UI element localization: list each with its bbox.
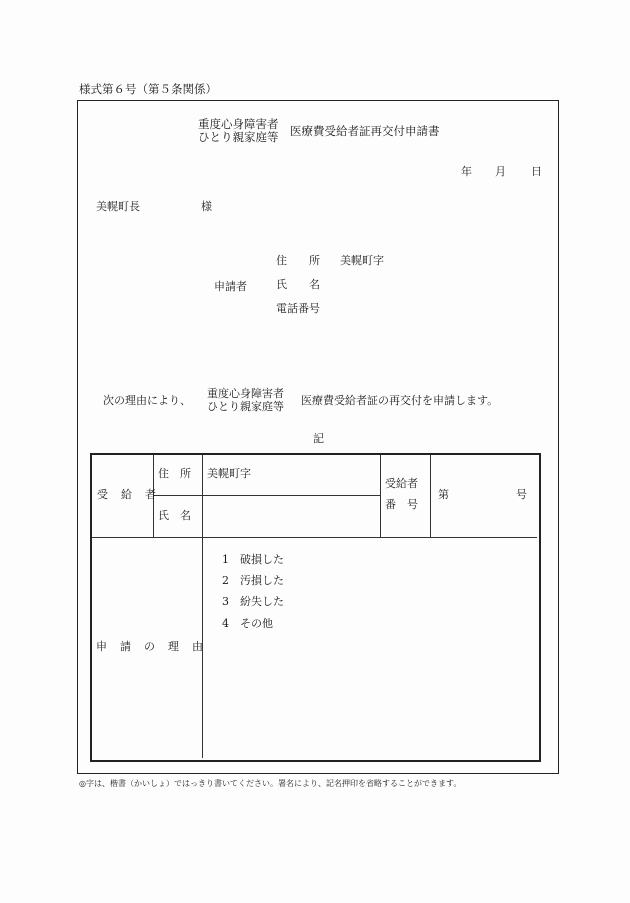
table-divider: [92, 537, 537, 538]
table-address-label: 住 所: [158, 467, 191, 480]
statement-prefix-line1: 重度心身障害者: [207, 387, 284, 400]
footnote: ◎字は、楷書（かいしょ）ではっきり書いてください。署名により、記名押印を省略することができます。: [79, 779, 462, 788]
addressee-honorific: 様: [201, 200, 212, 213]
statement-lead: 次の理由により、: [103, 394, 191, 407]
ki-heading: 記: [313, 432, 324, 445]
applicant-label: 申請者: [214, 280, 247, 293]
applicant-name-label: 氏 名: [276, 278, 320, 291]
date-day: 日: [531, 165, 542, 178]
table-divider: [380, 455, 381, 537]
title-prefix-line1: 重度心身障害者: [198, 117, 279, 131]
date-month: 月: [495, 165, 506, 178]
table-address-value[interactable]: 美幌町字: [207, 467, 251, 480]
number-label-line1: 受給者: [385, 477, 418, 490]
reason-item[interactable]: 1 破損した: [222, 553, 284, 566]
reason-item[interactable]: 4 その他: [222, 617, 273, 630]
table-name-field[interactable]: [204, 496, 380, 534]
table-name-label: 氏 名: [158, 509, 191, 522]
form-number: 様式第６号（第５条関係）: [79, 82, 217, 96]
statement-prefix-line2: ひとり親家庭等: [207, 400, 284, 413]
title-prefix-line2: ひとり親家庭等: [198, 130, 279, 144]
number-label-line2: 番 号: [385, 498, 418, 511]
applicant-phone-label: 電話番号: [276, 302, 320, 315]
reason-item[interactable]: 3 紛失した: [222, 595, 284, 608]
number-prefix: 第: [438, 488, 449, 501]
date-year: 年: [461, 165, 472, 178]
reason-label: 申 請 の 理 由: [96, 640, 204, 653]
table-divider: [202, 455, 203, 758]
reason-item[interactable]: 2 汚損した: [222, 574, 284, 587]
addressee-name: 美幌町長: [96, 200, 140, 213]
form-title: 医療費受給者証再交付申請書: [290, 124, 440, 138]
recipient-label: 受 給 者: [97, 488, 157, 501]
table-divider: [430, 455, 431, 537]
applicant-address-label: 住 所: [276, 254, 320, 267]
applicant-address-value[interactable]: 美幌町字: [340, 254, 384, 267]
statement-body: 医療費受給者証の再交付を申請します。: [301, 394, 499, 407]
number-suffix: 号: [516, 488, 527, 501]
